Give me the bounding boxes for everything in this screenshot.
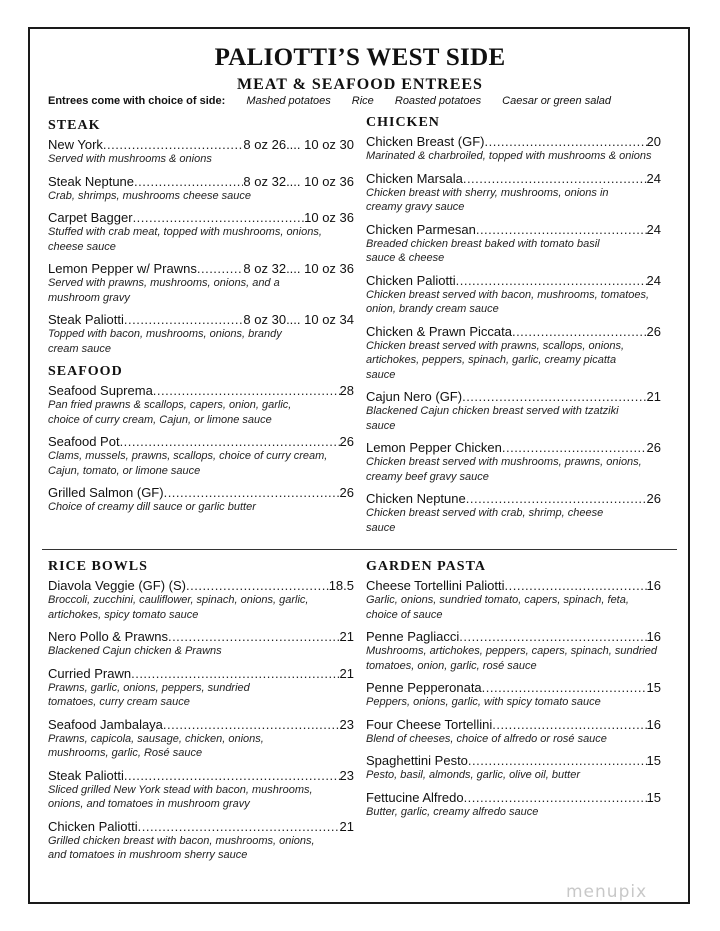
item-name: Seafood Pot [48, 434, 120, 449]
menu-item [366, 273, 661, 317]
item-price: 26 [646, 440, 661, 455]
item-name: Chicken Parmesan [366, 221, 476, 237]
item-description: Broccoli, zucchini, cauliflower, spinach, onions, garlic, artichokes, spicy tomato sauce [48, 594, 309, 621]
item-description: Peppers, onions, garlic, with spicy tomato sauce [366, 696, 601, 708]
rice-bowls-column [48, 558, 354, 870]
menu-item [48, 261, 354, 305]
item-name: Lemon Pepper w/ Prawns [48, 261, 197, 276]
item-price: 21 [339, 665, 354, 681]
side-option: Roasted potatoes [394, 95, 482, 107]
section-divider [42, 549, 677, 550]
item-description: Chicken breast served with prawns, scallops, onions, artichokes, peppers, spinach, garlic, creamy picatta sauce [366, 339, 625, 381]
item-name: Chicken Paliotti [48, 818, 138, 834]
item-name: Grilled Salmon (GF) [48, 485, 164, 500]
item-description: Breaded chicken breast baked with tomato basil sauce & cheese [366, 237, 600, 264]
item-description: Clams, mussels, prawns, scallops, choice of curry cream, Cajun, tomato, or limone sauce [48, 450, 328, 477]
item-description: Chicken breast served with bacon, mushrooms, tomatoes, onion, brandy cream sauce [366, 288, 650, 315]
item-name: Chicken & Prawn Piccata [366, 323, 512, 339]
menu-item [366, 717, 661, 747]
item-description: Crab, shrimps, mushrooms cheese sauce [48, 189, 251, 202]
section-heading-rice-bowls: RICE BOWLS [48, 559, 148, 574]
side-option: Caesar or green salad [502, 95, 612, 107]
item-price: 16 [646, 629, 661, 644]
item-price: 15 [646, 753, 661, 768]
item-name: Carpet Bagger [48, 210, 133, 225]
menu-subtitle: MEAT & SEAFOOD ENTREES [237, 76, 483, 93]
section-heading-chicken: CHICKEN [366, 115, 440, 130]
item-name: Steak Neptune [48, 173, 135, 189]
item-price: 28 [339, 383, 354, 398]
item-price: 16 [646, 578, 661, 593]
item-name: Chicken Paliotti [366, 272, 456, 288]
item-description: Choice of creamy dill sauce or garlic butter [48, 501, 256, 513]
item-description: Garlic, onions, sundried tomato, capers, spinach, feta, choice of sauce [366, 594, 629, 621]
menu-item [48, 485, 354, 515]
menu-item [48, 434, 354, 478]
item-price: 26 [339, 434, 354, 449]
item-price: 8 oz 26.... 10 oz 30 [243, 137, 354, 152]
menu-item [48, 137, 354, 167]
item-description: Chicken breast with sherry, mushrooms, onions in creamy gravy sauce [366, 186, 609, 213]
menu-item [366, 491, 661, 535]
item-description: Butter, garlic, creamy alfredo sauce [366, 805, 539, 818]
item-name: Steak Paliotti [48, 312, 124, 327]
item-description: Blackened Cajun chicken & Prawns [48, 645, 222, 657]
watermark: menupix [566, 882, 648, 902]
item-price: 21 [646, 389, 661, 404]
item-description: Sliced grilled New York stead with bacon, mushrooms, onions, and tomatoes in mushroom gravy [48, 783, 313, 810]
item-description: Marinated & charbroiled, topped with mushrooms & onions [366, 150, 652, 162]
item-name: Cajun Nero (GF) [366, 389, 463, 404]
sides-note [48, 95, 648, 107]
item-name: Lemon Pepper Chicken [366, 440, 502, 455]
item-name: Penne Pagliacci [366, 629, 460, 644]
item-price: 24 [646, 221, 661, 237]
section-heading-steak: STEAK [48, 118, 101, 133]
section-heading-seafood: SEAFOOD [48, 364, 123, 379]
item-price: 20 [646, 134, 661, 149]
item-description: Pan fried prawns & scallops, capers, onion, garlic, choice of curry cream, Cajun, or limone sauce [48, 399, 292, 426]
item-description: Chicken breast served with crab, shrimp, cheese sauce [366, 507, 604, 534]
menu-item [48, 174, 354, 204]
item-name: Nero Pollo & Prawns [48, 629, 168, 644]
item-price: 18.5 [328, 578, 354, 593]
item-name: New York [48, 137, 103, 152]
steak-seafood-column [48, 117, 354, 522]
section-heading-garden-pasta: GARDEN PASTA [366, 559, 486, 574]
item-price: 15 [646, 680, 661, 695]
menu-item [48, 717, 354, 761]
item-price: 26 [646, 323, 661, 339]
item-name: Chicken Neptune [366, 491, 466, 506]
item-description: Blackened Cajun chicken breast served with tzatziki sauce [366, 405, 619, 432]
menu-item [366, 753, 661, 783]
menu-item [366, 134, 661, 164]
menu-item [366, 629, 661, 673]
menu-item [366, 389, 661, 433]
item-price: 26 [646, 491, 661, 506]
item-price: 8 oz 30.... 10 oz 34 [243, 312, 354, 327]
menu-item [366, 222, 661, 266]
chicken-column [366, 114, 661, 542]
item-description: Served with prawns, mushrooms, onions, and a mushroom gravy [48, 277, 280, 304]
item-description: Pesto, basil, almonds, garlic, olive oil, butter [366, 769, 580, 781]
item-name: Diavola Veggie (GF) (S) [48, 578, 186, 593]
menu-item [366, 680, 661, 710]
item-description: Grilled chicken breast with bacon, mushrooms, onions, and tomatoes in mushroom sherry sauce [48, 834, 315, 861]
menu-item [48, 383, 354, 427]
item-price: 15 [646, 789, 661, 805]
item-price: 24 [646, 272, 661, 288]
item-description: Topped with bacon, mushrooms, onions, brandy cream sauce [48, 328, 282, 355]
menu-item [366, 324, 661, 383]
menu-item [366, 790, 661, 820]
item-name: Cheese Tortellini Paliotti [366, 578, 505, 593]
item-name: Spaghettini Pesto [366, 753, 468, 768]
item-price: 21 [339, 629, 354, 644]
menu-item [48, 768, 354, 812]
item-description: Prawns, capicola, sausage, chicken, onions, mushrooms, garlic, Rosé sauce [48, 732, 264, 759]
item-name: Chicken Marsala [366, 170, 463, 186]
item-price: 24 [646, 170, 661, 186]
side-option: Mashed potatoes [246, 95, 331, 107]
item-name: Steak Paliotti [48, 767, 124, 783]
item-name: Seafood Suprema [48, 383, 153, 398]
item-name: Curried Prawn [48, 665, 132, 681]
menu-item [48, 629, 354, 659]
sides-label: Entrees come with choice of side: [48, 95, 226, 107]
side-option: Rice [351, 95, 374, 107]
item-price: 21 [339, 818, 354, 834]
menu-item [48, 210, 354, 254]
item-name: Fettucine Alfredo [366, 789, 464, 805]
menu-item [366, 440, 661, 484]
menu-item [48, 578, 354, 622]
item-price: 10 oz 36 [304, 210, 354, 225]
menu-item [366, 578, 661, 622]
item-price: 26 [339, 485, 354, 500]
garden-pasta-column [366, 558, 661, 826]
item-description: Stuffed with crab meat, topped with mushrooms, onions, cheese sauce [48, 226, 322, 253]
item-name: Four Cheese Tortellini [366, 716, 493, 732]
item-description: Served with mushrooms & onions [48, 153, 212, 165]
item-name: Seafood Jambalaya [48, 716, 163, 732]
menu-item [48, 819, 354, 863]
item-price: 23 [339, 767, 354, 783]
item-price: 23 [339, 716, 354, 732]
item-description: Prawns, garlic, onions, peppers, sundried tomatoes, curry cream sauce [48, 681, 250, 708]
item-name: Penne Pepperonata [366, 680, 482, 695]
item-price: 8 oz 32.... 10 oz 36 [243, 261, 354, 276]
item-description: Blend of cheeses, choice of alfredo or rosé sauce [366, 732, 607, 745]
restaurant-title: PALIOTTI’S WEST SIDE [214, 44, 506, 71]
menu-item [48, 666, 354, 710]
menu-item [48, 312, 354, 356]
item-description: Chicken breast served with mushrooms, prawns, onions, creamy beef gravy sauce [366, 456, 642, 483]
item-price: 8 oz 32.... 10 oz 36 [243, 173, 354, 189]
item-name: Chicken Breast (GF) [366, 134, 485, 149]
item-price: 16 [646, 716, 661, 732]
item-description: Mushrooms, artichokes, peppers, capers, spinach, sundried tomatoes, onion, garlic, rosé sauce [366, 645, 658, 672]
menu-item [366, 171, 661, 215]
